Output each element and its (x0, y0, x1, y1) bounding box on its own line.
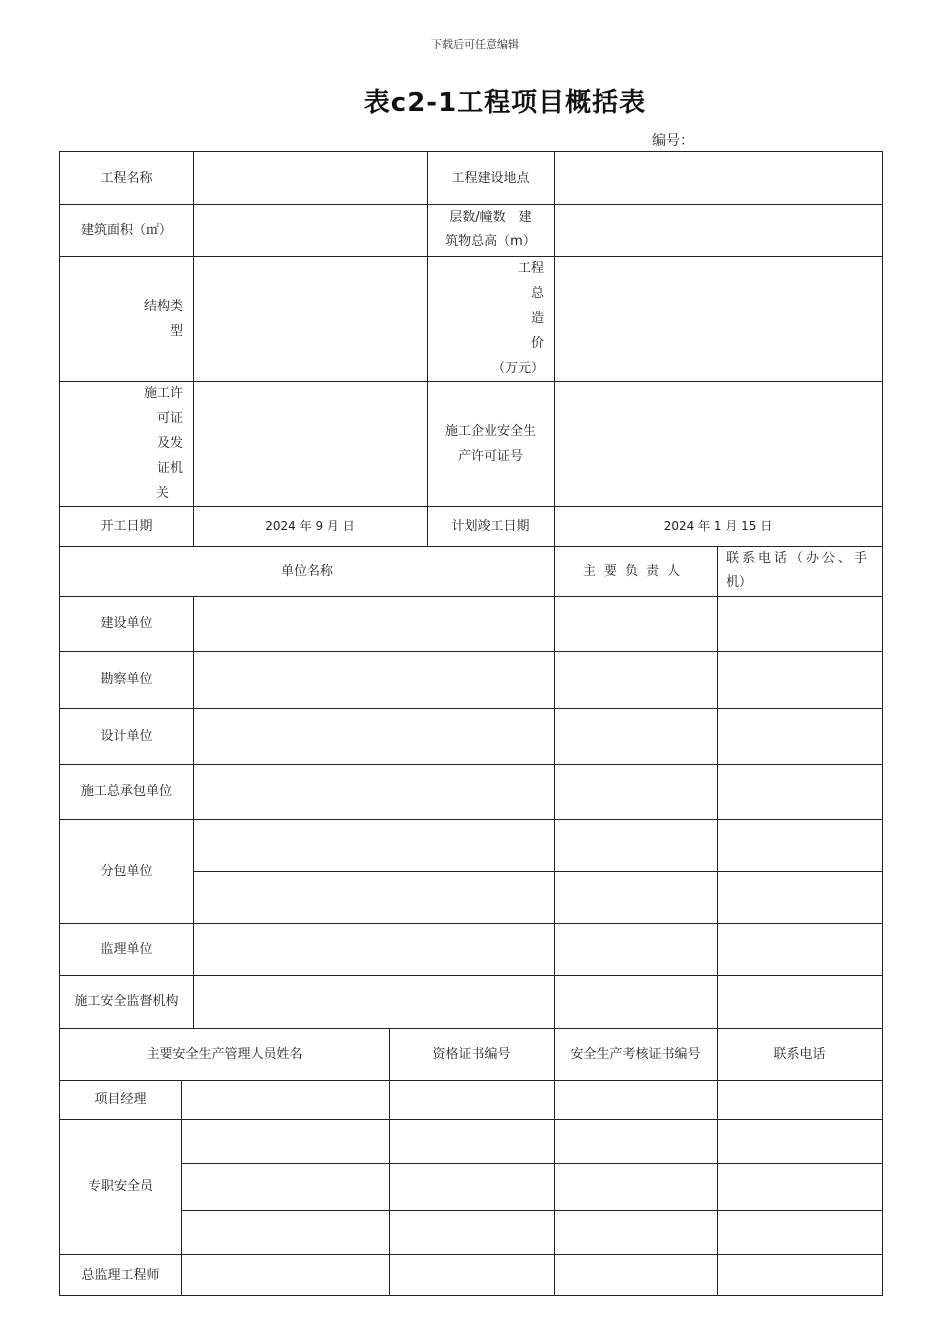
project-location-label: 工程建设地点 (451, 170, 530, 186)
structure-type-value[interactable] (193, 256, 427, 381)
header-note: 下载后可任意编辑 (431, 38, 519, 51)
unit-row-label: 分包单位 (100, 863, 153, 879)
building-area-value[interactable] (193, 204, 427, 256)
unit-person-header: 主要负责人 (582, 563, 688, 579)
total-cost-label: 工程 总 造 价 （万元） (491, 261, 544, 376)
planned-finish-date-label: 计划竣工日期 (451, 518, 530, 534)
safety-production-permit-value[interactable] (554, 381, 882, 506)
total-cost-value[interactable] (554, 256, 882, 381)
project-manager-label: 项目经理 (94, 1092, 147, 1107)
building-area-label: 建筑面积（㎡） (80, 222, 172, 238)
unit-row-label: 施工总承包单位 (80, 784, 172, 799)
safety-production-permit-label: 施工企业安全生 产许可证号 (444, 423, 536, 464)
unit-name-header: 单位名称 (280, 563, 333, 579)
unit-row-label: 监理单位 (100, 941, 153, 957)
start-date-label: 开工日期 (100, 518, 153, 534)
unit-row-label: 建设单位 (100, 616, 153, 631)
start-date-value[interactable]: 2024 年 9 月 日 (265, 518, 355, 533)
project-name-label: 工程名称 (100, 170, 153, 186)
floors-height-value[interactable] (554, 204, 882, 256)
staff-exam-header: 安全生产考核证书编号 (570, 1046, 701, 1062)
page-title: 表c2-1工程项目概括表 (363, 88, 647, 118)
staff-phone-header: 联系电话 (773, 1046, 826, 1062)
unit-row-label: 设计单位 (100, 728, 153, 744)
staff-cert-header: 资格证书编号 (432, 1046, 511, 1062)
unit-row-label: 勘察单位 (100, 672, 153, 687)
safety-officer-label: 专职安全员 (87, 1179, 153, 1194)
construction-permit-value[interactable] (193, 381, 427, 506)
unit-phone-header: 联系电话（办公、手 机） (726, 551, 871, 590)
construction-permit-label: 施工许 可证 及发 证机 关 (143, 386, 183, 501)
project-summary-table (59, 151, 883, 1296)
project-name-value[interactable] (193, 152, 427, 204)
project-location-value[interactable] (554, 152, 882, 204)
planned-finish-date-value[interactable]: 2024 年 1 月 15 日 (663, 518, 773, 533)
number-label: 编号： (652, 133, 694, 149)
floors-height-label: 层数/幢数 建 筑物总高（m） (445, 210, 536, 249)
structure-type-label: 结构类 型 (143, 298, 183, 339)
staff-name-header: 主要安全生产管理人员姓名 (146, 1046, 303, 1062)
unit-row-label: 施工安全监督机构 (74, 994, 179, 1009)
chief-supervisor-label: 总监理工程师 (81, 1267, 160, 1283)
